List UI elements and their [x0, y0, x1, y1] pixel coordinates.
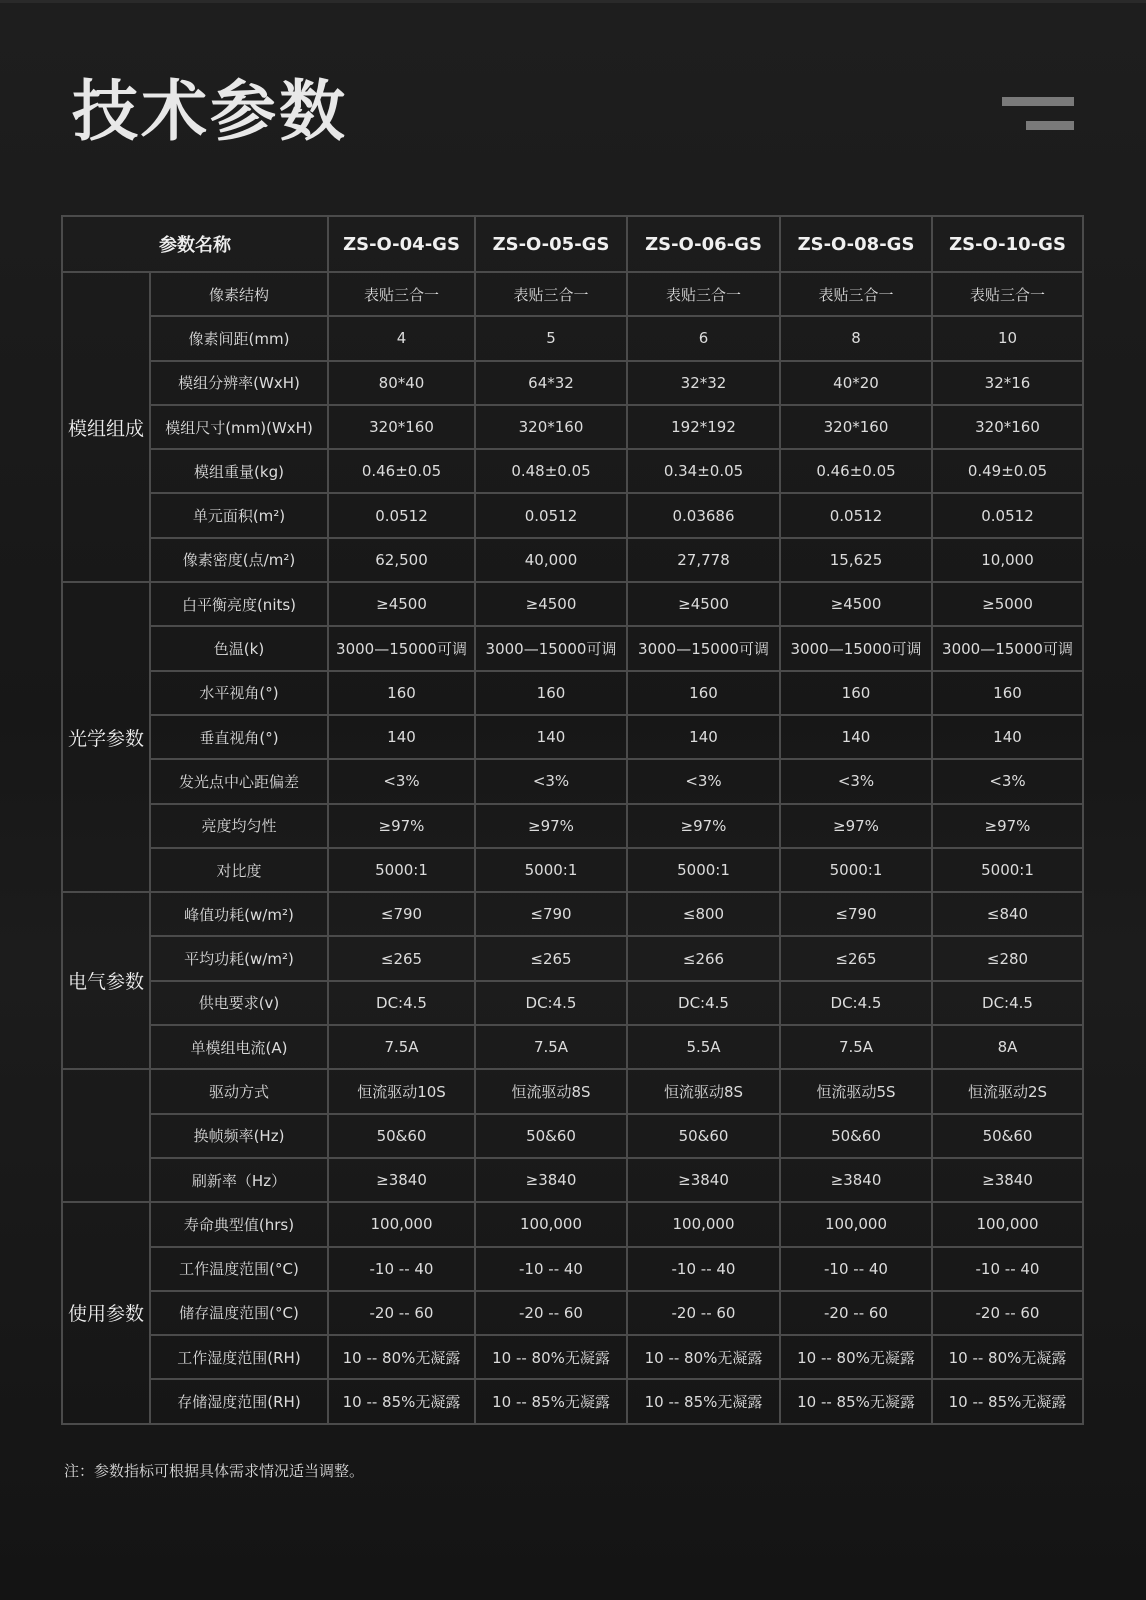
value-cell: 10 -- 80%无凝露	[780, 1335, 932, 1379]
table-row	[62, 626, 1083, 670]
param-name-cell: 单模组电流(A)	[150, 1025, 328, 1069]
value-cell: ≥4500	[475, 582, 627, 626]
param-name-cell: 亮度均匀性	[150, 804, 328, 848]
table-row	[62, 1247, 1083, 1291]
value-cell: ≤265	[780, 936, 932, 980]
value-cell: ≥3840	[780, 1158, 932, 1202]
value-cell: ≥3840	[328, 1158, 475, 1202]
table-row	[62, 405, 1083, 449]
value-cell: ≥4500	[780, 582, 932, 626]
table-row	[62, 1291, 1083, 1335]
param-name-cell: 色温(k)	[150, 626, 328, 670]
value-cell: 5000:1	[475, 848, 627, 892]
value-cell: 320*160	[328, 405, 475, 449]
param-name-cell: 像素结构	[150, 272, 328, 316]
value-cell: ≥4500	[328, 582, 475, 626]
param-name-cell: 平均功耗(w/m²)	[150, 936, 328, 980]
value-cell: 表贴三合一	[780, 272, 932, 316]
value-cell: 50&60	[780, 1114, 932, 1158]
param-name-cell: 工作温度范围(°C)	[150, 1247, 328, 1291]
value-cell: 50&60	[627, 1114, 780, 1158]
value-cell: 160	[627, 671, 780, 715]
value-cell: 62,500	[328, 538, 475, 582]
table-row	[62, 759, 1083, 803]
value-cell: 160	[328, 671, 475, 715]
value-cell: 表贴三合一	[328, 272, 475, 316]
header-model: ZS-O-10-GS	[932, 216, 1083, 272]
param-name-cell: 驱动方式	[150, 1069, 328, 1113]
menu-icon-bar-bottom	[1026, 121, 1074, 130]
value-cell: 0.0512	[328, 493, 475, 537]
value-cell: 0.34±0.05	[627, 449, 780, 493]
value-cell: 7.5A	[780, 1025, 932, 1069]
param-name-cell: 刷新率（Hz）	[150, 1158, 328, 1202]
value-cell: DC:4.5	[475, 981, 627, 1025]
value-cell: ≤265	[328, 936, 475, 980]
value-cell: 0.0512	[932, 493, 1083, 537]
value-cell: 160	[932, 671, 1083, 715]
value-cell: 0.49±0.05	[932, 449, 1083, 493]
value-cell: ≥3840	[475, 1158, 627, 1202]
param-name-cell: 存储湿度范围(RH)	[150, 1379, 328, 1423]
page-title: 技术参数	[72, 73, 348, 150]
value-cell: 5	[475, 316, 627, 360]
value-cell: -10 -- 40	[627, 1247, 780, 1291]
table-row	[62, 1158, 1083, 1202]
value-cell: ≥4500	[627, 582, 780, 626]
value-cell: -10 -- 40	[328, 1247, 475, 1291]
value-cell: 0.48±0.05	[475, 449, 627, 493]
value-cell: 100,000	[475, 1202, 627, 1246]
value-cell: ≥97%	[932, 804, 1083, 848]
header-model: ZS-O-04-GS	[328, 216, 475, 272]
menu-icon-bar-top	[1002, 97, 1074, 106]
value-cell: ≤265	[475, 936, 627, 980]
group-label: 电气参数	[62, 892, 150, 1069]
value-cell: 100,000	[932, 1202, 1083, 1246]
param-name-cell: 单元面积(m²)	[150, 493, 328, 537]
value-cell: ≥97%	[328, 804, 475, 848]
table-row	[62, 671, 1083, 715]
value-cell: 10 -- 80%无凝露	[475, 1335, 627, 1379]
table-row	[62, 715, 1083, 759]
value-cell: 27,778	[627, 538, 780, 582]
value-cell: 32*16	[932, 361, 1083, 405]
value-cell: 0.46±0.05	[328, 449, 475, 493]
table-row	[62, 1335, 1083, 1379]
param-name-cell: 模组分辨率(WxH)	[150, 361, 328, 405]
group-label: 使用参数	[62, 1202, 150, 1423]
value-cell: 100,000	[780, 1202, 932, 1246]
top-edge-divider	[0, 0, 1146, 3]
value-cell: DC:4.5	[932, 981, 1083, 1025]
group-label: 模组组成	[62, 272, 150, 582]
table-row	[62, 1025, 1083, 1069]
value-cell: -20 -- 60	[932, 1291, 1083, 1335]
value-cell: ≤790	[328, 892, 475, 936]
value-cell: 50&60	[932, 1114, 1083, 1158]
value-cell: ≤790	[780, 892, 932, 936]
value-cell: -10 -- 40	[932, 1247, 1083, 1291]
value-cell: ≤280	[932, 936, 1083, 980]
value-cell: 320*160	[780, 405, 932, 449]
value-cell: 100,000	[627, 1202, 780, 1246]
header-model: ZS-O-08-GS	[780, 216, 932, 272]
value-cell: 64*32	[475, 361, 627, 405]
value-cell: <3%	[627, 759, 780, 803]
value-cell: 10 -- 85%无凝露	[627, 1379, 780, 1423]
value-cell: 5.5A	[627, 1025, 780, 1069]
param-name-cell: 供电要求(v)	[150, 981, 328, 1025]
value-cell: 3000—15000可调	[475, 626, 627, 670]
value-cell: -20 -- 60	[475, 1291, 627, 1335]
group-label: 光学参数	[62, 582, 150, 892]
header-param-name: 参数名称	[62, 216, 328, 272]
param-name-cell: 水平视角(°)	[150, 671, 328, 715]
value-cell: 160	[780, 671, 932, 715]
table-row	[62, 892, 1083, 936]
value-cell: 40,000	[475, 538, 627, 582]
value-cell: 140	[475, 715, 627, 759]
param-name-cell: 模组重量(kg)	[150, 449, 328, 493]
value-cell: 7.5A	[328, 1025, 475, 1069]
table-row	[62, 1379, 1083, 1423]
value-cell: 6	[627, 316, 780, 360]
table-row	[62, 582, 1083, 626]
table-row	[62, 1114, 1083, 1158]
param-name-cell: 寿命典型值(hrs)	[150, 1202, 328, 1246]
table-row	[62, 848, 1083, 892]
value-cell: 10 -- 80%无凝露	[932, 1335, 1083, 1379]
table-row	[62, 936, 1083, 980]
value-cell: 7.5A	[475, 1025, 627, 1069]
value-cell: 192*192	[627, 405, 780, 449]
value-cell: 100,000	[328, 1202, 475, 1246]
param-name-cell: 像素密度(点/m²)	[150, 538, 328, 582]
value-cell: 恒流驱动8S	[627, 1069, 780, 1113]
value-cell: 10 -- 80%无凝露	[627, 1335, 780, 1379]
spec-table	[61, 215, 1084, 1425]
table-row	[62, 804, 1083, 848]
value-cell: 5000:1	[932, 848, 1083, 892]
value-cell: 5000:1	[780, 848, 932, 892]
value-cell: 140	[780, 715, 932, 759]
value-cell: 15,625	[780, 538, 932, 582]
value-cell: ≤840	[932, 892, 1083, 936]
value-cell: 恒流驱动10S	[328, 1069, 475, 1113]
value-cell: 0.46±0.05	[780, 449, 932, 493]
value-cell: ≥3840	[932, 1158, 1083, 1202]
value-cell: 10	[932, 316, 1083, 360]
param-name-cell: 垂直视角(°)	[150, 715, 328, 759]
value-cell: 恒流驱动5S	[780, 1069, 932, 1113]
value-cell: -10 -- 40	[475, 1247, 627, 1291]
table-row	[62, 981, 1083, 1025]
param-name-cell: 模组尺寸(mm)(WxH)	[150, 405, 328, 449]
table-row	[62, 1069, 1083, 1113]
param-name-cell: 对比度	[150, 848, 328, 892]
value-cell: 5000:1	[328, 848, 475, 892]
param-name-cell: 换帧频率(Hz)	[150, 1114, 328, 1158]
value-cell: ≥5000	[932, 582, 1083, 626]
value-cell: 140	[328, 715, 475, 759]
value-cell: <3%	[932, 759, 1083, 803]
value-cell: -20 -- 60	[780, 1291, 932, 1335]
header-model: ZS-O-05-GS	[475, 216, 627, 272]
value-cell: 10 -- 85%无凝露	[780, 1379, 932, 1423]
value-cell: 8A	[932, 1025, 1083, 1069]
value-cell: ≤790	[475, 892, 627, 936]
value-cell: 140	[932, 715, 1083, 759]
value-cell: ≥97%	[627, 804, 780, 848]
value-cell: <3%	[780, 759, 932, 803]
value-cell: DC:4.5	[627, 981, 780, 1025]
value-cell: <3%	[328, 759, 475, 803]
param-name-cell: 发光点中心距偏差	[150, 759, 328, 803]
value-cell: 4	[328, 316, 475, 360]
value-cell: -10 -- 40	[780, 1247, 932, 1291]
value-cell: 32*32	[627, 361, 780, 405]
value-cell: 0.03686	[627, 493, 780, 537]
value-cell: ≥97%	[475, 804, 627, 848]
value-cell: 恒流驱动2S	[932, 1069, 1083, 1113]
value-cell: 0.0512	[780, 493, 932, 537]
value-cell: ≤266	[627, 936, 780, 980]
value-cell: 10 -- 85%无凝露	[475, 1379, 627, 1423]
value-cell: -20 -- 60	[627, 1291, 780, 1335]
group-label	[62, 1069, 150, 1202]
value-cell: 0.0512	[475, 493, 627, 537]
value-cell: -20 -- 60	[328, 1291, 475, 1335]
value-cell: 表贴三合一	[932, 272, 1083, 316]
value-cell: 3000—15000可调	[627, 626, 780, 670]
value-cell: 3000—15000可调	[328, 626, 475, 670]
value-cell: 表贴三合一	[475, 272, 627, 316]
value-cell: DC:4.5	[780, 981, 932, 1025]
header-model: ZS-O-06-GS	[627, 216, 780, 272]
value-cell: 320*160	[932, 405, 1083, 449]
value-cell: 恒流驱动8S	[475, 1069, 627, 1113]
value-cell: ≥97%	[780, 804, 932, 848]
value-cell: 40*20	[780, 361, 932, 405]
param-name-cell: 白平衡亮度(nits)	[150, 582, 328, 626]
table-row	[62, 272, 1083, 316]
table-row	[62, 493, 1083, 537]
value-cell: 50&60	[475, 1114, 627, 1158]
value-cell: 320*160	[475, 405, 627, 449]
param-name-cell: 像素间距(mm)	[150, 316, 328, 360]
value-cell: 表贴三合一	[627, 272, 780, 316]
value-cell: 5000:1	[627, 848, 780, 892]
param-name-cell: 峰值功耗(w/m²)	[150, 892, 328, 936]
table-row	[62, 316, 1083, 360]
value-cell: 8	[780, 316, 932, 360]
param-name-cell: 储存温度范围(°C)	[150, 1291, 328, 1335]
value-cell: 10 -- 85%无凝露	[328, 1379, 475, 1423]
table-row	[62, 538, 1083, 582]
table-header-row	[62, 216, 1083, 272]
value-cell: 10 -- 80%无凝露	[328, 1335, 475, 1379]
value-cell: 10,000	[932, 538, 1083, 582]
spec-table-body	[62, 272, 1083, 1424]
value-cell: 160	[475, 671, 627, 715]
value-cell: 10 -- 85%无凝露	[932, 1379, 1083, 1423]
table-row	[62, 361, 1083, 405]
menu-icon[interactable]	[1002, 97, 1074, 131]
footnote: 注：参数指标可根据具体需求情况适当调整。	[64, 1462, 365, 1480]
value-cell: 80*40	[328, 361, 475, 405]
param-name-cell: 工作湿度范围(RH)	[150, 1335, 328, 1379]
table-row	[62, 1202, 1083, 1246]
value-cell: DC:4.5	[328, 981, 475, 1025]
value-cell: 3000—15000可调	[780, 626, 932, 670]
value-cell: 50&60	[328, 1114, 475, 1158]
table-row	[62, 449, 1083, 493]
value-cell: <3%	[475, 759, 627, 803]
value-cell: 140	[627, 715, 780, 759]
value-cell: ≤800	[627, 892, 780, 936]
value-cell: 3000—15000可调	[932, 626, 1083, 670]
value-cell: ≥3840	[627, 1158, 780, 1202]
